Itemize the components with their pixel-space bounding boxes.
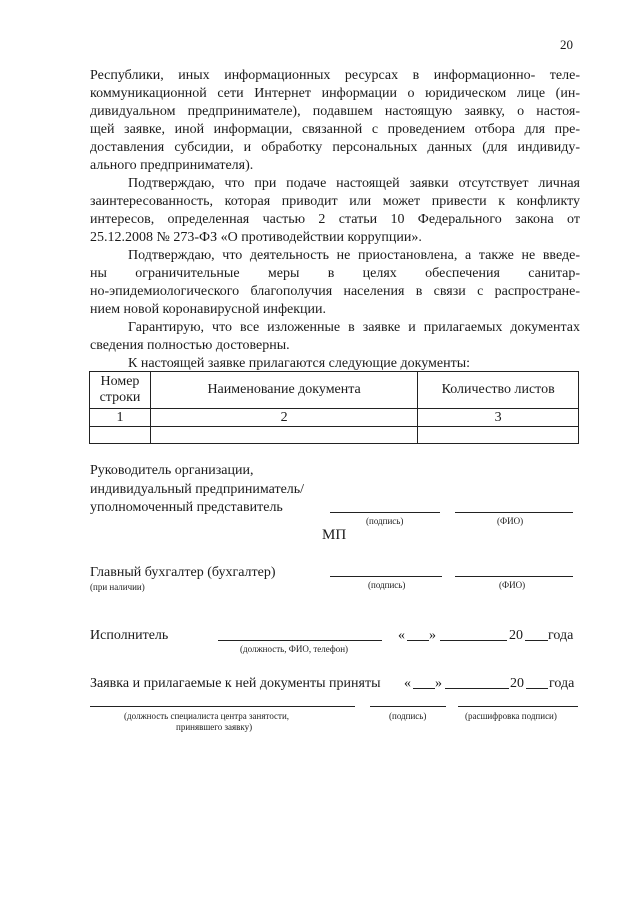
table-cell: 2 — [150, 409, 417, 427]
name-line[interactable] — [455, 512, 573, 513]
executor-details-line[interactable] — [218, 640, 382, 641]
day-line[interactable] — [413, 688, 435, 689]
table-row — [90, 427, 579, 444]
year-line[interactable] — [525, 640, 548, 641]
text-line: Подтверждаю, что при подаче настоящей заявки отсутствует личная — [128, 176, 580, 191]
documents-table — [89, 371, 579, 444]
text-line: ального предпринимателя). — [90, 158, 254, 173]
table-header-row — [90, 372, 579, 409]
paragraph-no-conflict — [90, 175, 580, 247]
year-line[interactable] — [526, 688, 548, 689]
text-line: 25.12.2008 № 273-ФЗ «О противодействии коррупции». — [90, 230, 422, 245]
specialist-signature-line[interactable] — [370, 706, 446, 707]
month-line[interactable] — [440, 640, 507, 641]
column-header: Количество листов — [418, 372, 579, 409]
text-line: К настоящей заявке прилагаются следующие документы: — [128, 356, 470, 371]
paragraph-consent — [90, 67, 580, 175]
page-number: 20 — [560, 37, 573, 52]
text-line: интересов, определенная частью 2 статьи 10 Федерального закона от — [90, 212, 580, 227]
month-line[interactable] — [445, 688, 509, 689]
table-cell: 3 — [418, 409, 579, 427]
accountant-signature-line[interactable] — [330, 576, 442, 577]
text-line: коммуникационной сети Интернет информации о юридическом лице (ин- — [90, 86, 580, 101]
signature-caption: (подпись) — [389, 711, 427, 721]
text-line: Республики, иных информационных ресурсах в информационно- теле- — [90, 68, 580, 83]
text-line: Подтверждаю, что деятельность не приостановлена, а также не введе- — [128, 248, 580, 263]
text-line: щей заявке, иной информации, связанной с проведением отбора для пре- — [90, 122, 580, 137]
paragraph-activity — [90, 247, 580, 319]
text-line: но-эпидемиологического благополучия населения в связи с распростране- — [90, 284, 580, 299]
column-header: Наименование документа — [150, 372, 417, 409]
date-close-quote: » — [429, 628, 436, 643]
text-line: доставления субсидии, и обработку персональных данных (для индивиду- — [90, 140, 580, 155]
table-cell[interactable] — [150, 427, 417, 444]
name-caption: (ФИО) — [499, 580, 526, 590]
column-header: Номер строки — [90, 372, 151, 409]
specialist-name-line[interactable] — [458, 706, 578, 707]
signature-line[interactable] — [330, 512, 440, 513]
executor-caption: (должность, ФИО, телефон) — [240, 644, 349, 654]
year-prefix: 20 — [510, 676, 524, 691]
day-line[interactable] — [407, 640, 429, 641]
accountant-note: (при наличии) — [90, 582, 145, 592]
text-line: дивидуальном предпринимателе), подавшем настоящую заявку, о настоя- — [90, 104, 580, 119]
table-cell[interactable] — [90, 427, 151, 444]
paragraph-guarantee — [90, 319, 580, 355]
signer-title-line: индивидуальный предприниматель/ — [90, 482, 305, 497]
table-cell[interactable] — [418, 427, 579, 444]
stamp-place: МП — [322, 527, 347, 543]
accountant-label: Главный бухгалтер (бухгалтер) — [90, 565, 276, 580]
text-line: сведения полностью достоверны. — [90, 338, 290, 353]
signature-caption: (подпись) — [366, 516, 404, 526]
year-prefix: 20 — [509, 628, 523, 643]
table-number-row — [90, 409, 579, 427]
date-open-quote: « — [404, 676, 411, 691]
text-line: ны ограничительные меры в целях обеспечения санитар- — [90, 266, 580, 281]
executor-label: Исполнитель — [90, 628, 169, 643]
signer-title-line: Руководитель организации, — [90, 463, 254, 478]
text-line: Гарантирую, что все изложенные в заявке и прилагаемых документах — [128, 320, 580, 335]
date-close-quote: » — [435, 676, 442, 691]
text-line: заинтересованность, которая приводит или может привести к конфликту — [90, 194, 580, 209]
decoding-caption: (расшифровка подписи) — [465, 711, 557, 721]
name-caption: (ФИО) — [497, 516, 524, 526]
signature-caption: (подпись) — [368, 580, 406, 590]
text-line: нием новой коронавирусной инфекции. — [90, 302, 327, 317]
year-word: года — [548, 628, 574, 643]
accepted-label: Заявка и прилагаемые к ней документы приняты — [90, 676, 381, 691]
signer-title-line: уполномоченный представитель — [90, 500, 283, 515]
accountant-name-line[interactable] — [455, 576, 573, 577]
position-caption: принявшего заявку) — [176, 722, 253, 732]
table-cell: 1 — [90, 409, 151, 427]
position-caption: (должность специалиста центра занятости, — [124, 711, 290, 721]
specialist-position-line[interactable] — [90, 706, 355, 707]
year-word: года — [549, 676, 575, 691]
date-open-quote: « — [398, 628, 405, 643]
